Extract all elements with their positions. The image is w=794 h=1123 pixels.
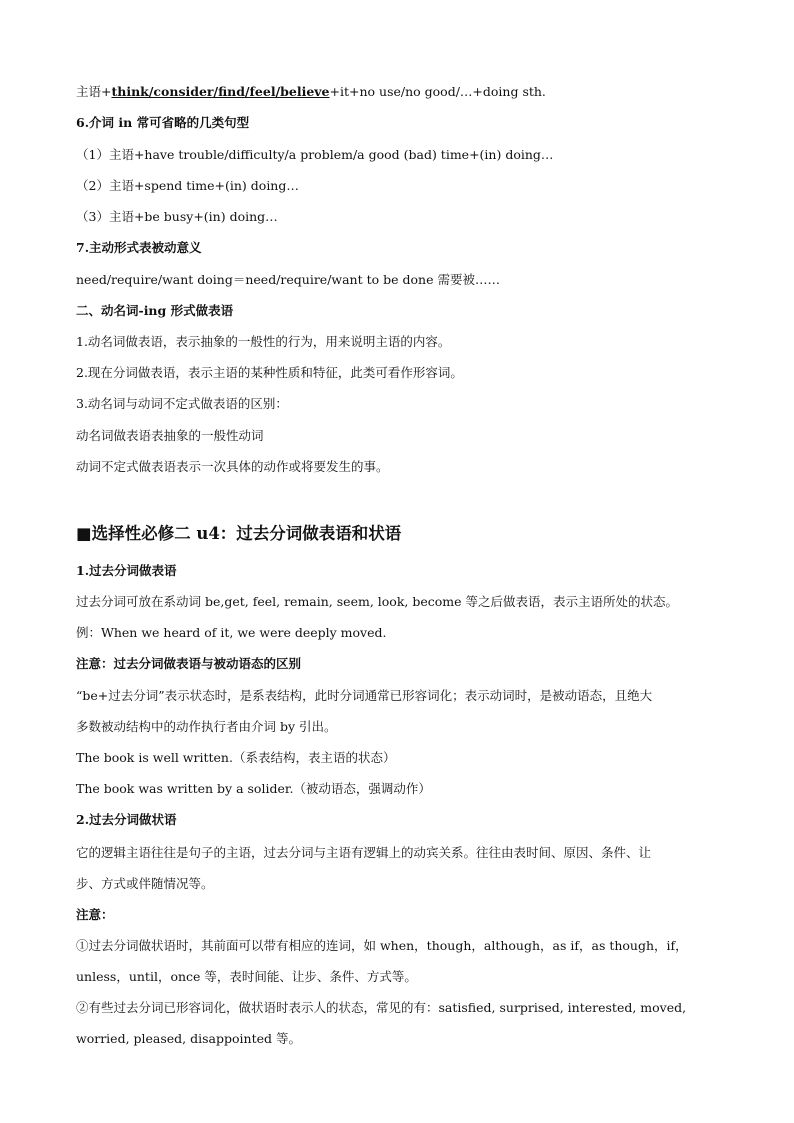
heading-gerund-predicative: 二、动名词-ing 形式做表语 bbox=[76, 303, 234, 318]
adverbial-explanation-2: 步、方式或伴随情况等。 bbox=[76, 876, 214, 891]
be-participle-line-2: 多数被动结构中的动作执行者由介词 by 引出。 bbox=[76, 719, 337, 734]
section-title: ■选择性必修二 u4：过去分词做表语和状语 bbox=[76, 524, 402, 543]
need-doing-line: need/require/want doing＝need/require/want to be done 需要被…… bbox=[76, 272, 500, 287]
pattern-3: （3）主语+be busy+(in) doing… bbox=[76, 209, 278, 224]
adverbial-explanation-1: 它的逻辑主语往往是句子的主语，过去分词与主语有逻辑上的动宾关系。往往由表时间、原因、条件、让 bbox=[76, 845, 652, 860]
gerund-point-1: 1.动名词做表语，表示抽象的一般性的行为，用来说明主语的内容。 bbox=[76, 334, 451, 349]
pattern-1: （1）主语+have trouble/difficulty/a problem/a good (bad) time+(in) doing… bbox=[76, 147, 554, 162]
formula-suffix: +it+no use/no good/…+doing sth. bbox=[329, 84, 546, 99]
heading-past-participle-predicative: 1.过去分词做表语 bbox=[76, 563, 177, 578]
note-1-line-2: unless，until，once 等，表时间能、让步、条件、方式等。 bbox=[76, 969, 417, 984]
pattern-2: （2）主语+spend time+(in) doing… bbox=[76, 178, 299, 193]
example-sentence: 例：When we heard of it, we were deeply moved. bbox=[76, 625, 387, 640]
gerund-difference-1: 动名词做表语表抽象的一般性动词 bbox=[76, 428, 264, 443]
formula-line bbox=[76, 84, 754, 100]
example-passive: The book was written by a solider.（被动语态，强调动作） bbox=[76, 781, 431, 796]
note-2-line-2: worried, pleased, disappointed 等。 bbox=[76, 1031, 301, 1046]
note-1-line-1: ①过去分词做状语时，其前面可以带有相应的连词，如 when，though，although，as if，as though，if， bbox=[76, 938, 688, 953]
formula-prefix: 主语+ bbox=[76, 84, 112, 99]
note-2-line-1: ②有些过去分词已形容词化，做状语时表示人的状态，常见的有：satisfied, surprised, interested, moved, bbox=[76, 1000, 687, 1015]
predicative-explanation: 过去分词可放在系动词 be,get, feel, remain, seem, look, become 等之后做表语，表示主语所处的状态。 bbox=[76, 594, 678, 609]
example-linking: The book is well written.（系表结构，表主语的状态） bbox=[76, 750, 396, 765]
gerund-difference-2: 动词不定式做表语表示一次具体的动作或将要发生的事。 bbox=[76, 459, 389, 474]
heading-past-participle-adverbial: 2.过去分词做状语 bbox=[76, 812, 177, 827]
heading-6: 6.介词 in 常可省略的几类句型 bbox=[76, 115, 250, 130]
heading-7: 7.主动形式表被动意义 bbox=[76, 240, 202, 255]
note-label: 注意： bbox=[76, 907, 114, 922]
be-participle-line-1: “be+过去分词”表示状态时，是系表结构，此时分词通常已形容词化；表示动词时，是被动语态，且绝大 bbox=[76, 688, 653, 703]
note-heading: 注意：过去分词做表语与被动语态的区别 bbox=[76, 656, 302, 671]
gerund-point-3: 3.动名词与动词不定式做表语的区别： bbox=[76, 396, 288, 411]
gerund-point-2: 2.现在分词做表语，表示主语的某种性质和特征，此类可看作形容词。 bbox=[76, 365, 463, 380]
formula-verbs: think/consider/find/feel/believe bbox=[111, 84, 330, 99]
